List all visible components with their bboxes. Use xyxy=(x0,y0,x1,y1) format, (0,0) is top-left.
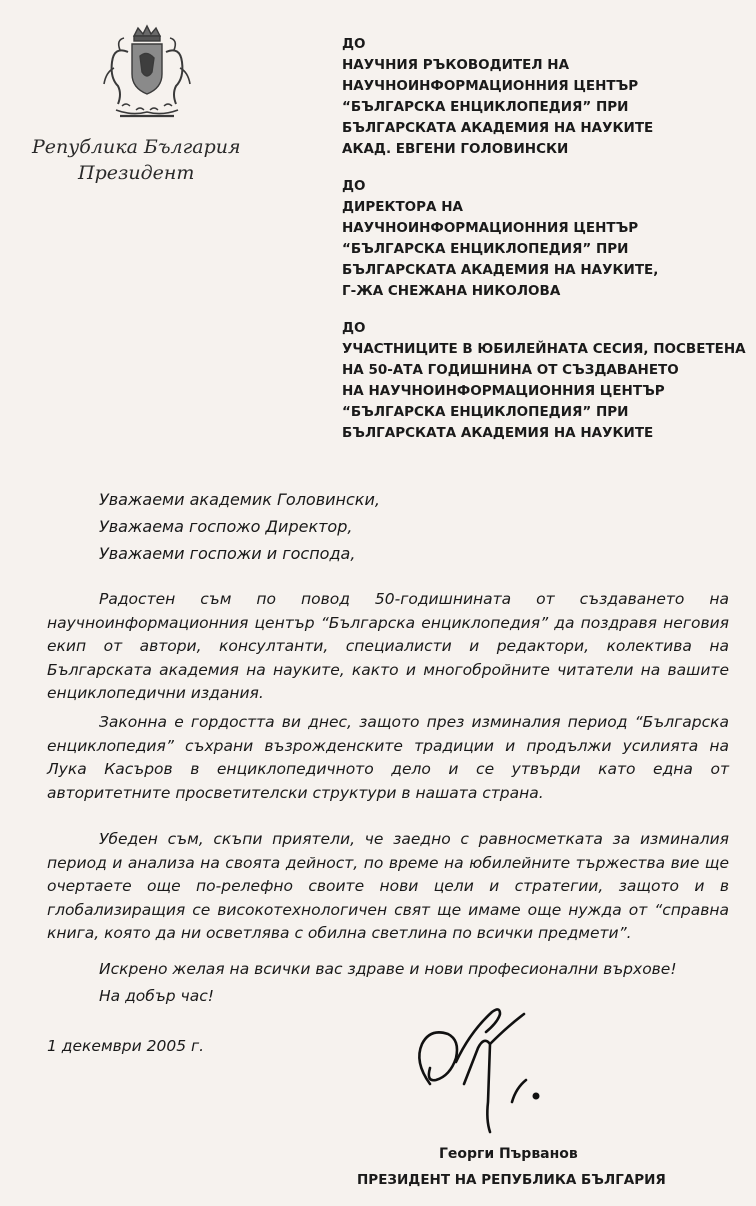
body-paragraph xyxy=(47,828,729,946)
addressee-line: АКАД. ЕВГЕНИ ГОЛОВИНСКИ xyxy=(342,141,569,157)
body-paragraph xyxy=(47,958,729,982)
addressee-line: ДО xyxy=(342,36,366,52)
paragraph-text: Радостен съм по повод 50-годишнината от създаването на научноинформационния център “Българска енциклопедия” да поздравя неговия екип от автори, консултанти, специалисти и редактори, колектива на Българската академия на науките, както и многобройните читатели на вашите енциклопедични издания. xyxy=(47,590,729,702)
addressee-line: “БЪЛГАРСКА ЕНЦИКЛОПЕДИЯ” ПРИ xyxy=(342,99,629,115)
letterhead-country: Република България xyxy=(32,136,241,158)
addressee-line: БЪЛГАРСКАТА АКАДЕМИЯ НА НАУКИТЕ, xyxy=(342,262,659,278)
addressee-line: НА НАУЧНОИНФОРМАЦИОННИЯ ЦЕНТЪР xyxy=(342,383,665,399)
addressee-line: НА 50-АТА ГОДИШНИНА ОТ СЪЗДАВАНЕТО xyxy=(342,362,679,378)
paragraph-text: Убеден съм, скъпи приятели, че заедно с равносметката за изминалия период и анализа на своята дейност, по време на юбилейните тържества вие ще очертаете още по-релефно своите нови цели и стратегии, защото и в глобализиращия се високотехнологичен свят ще имаме още нужда от “справна книга, която да ни осветлява с обилна светлина по всички предмети”. xyxy=(47,830,729,942)
addressee-line: НАУЧНОИНФОРМАЦИОННИЯ ЦЕНТЪР xyxy=(342,78,639,94)
coat-of-arms-emblem xyxy=(92,22,202,122)
letter-date: 1 декември 2005 г. xyxy=(47,1037,205,1055)
addressee-line: Г-ЖА СНЕЖАНА НИКОЛОВА xyxy=(342,283,561,299)
addressee-line: УЧАСТНИЦИТЕ В ЮБИЛЕЙНАТА СЕСИЯ, ПОСВЕТЕНА xyxy=(342,341,746,357)
addressee-line: НАУЧНОИНФОРМАЦИОННИЯ ЦЕНТЪР xyxy=(342,220,639,236)
salutation-line: Уважаеми госпожи и господа, xyxy=(99,544,356,563)
handwritten-signature xyxy=(400,992,570,1137)
paragraph-text: Искрено желая на всички вас здраве и нови професионални върхове! xyxy=(99,960,677,978)
paragraph-text: Законна е гордостта ви днес, защото през изминалия период “Българска енциклопедия” съхрани възрожденските традиции и продължи усилията на Лука Касъров в енциклопедичното дело и се утвърди като една от авторитетните просветителски структури в нашата страна. xyxy=(47,713,729,802)
addressee-block-scientific-director xyxy=(342,34,653,160)
letterhead-title: Президент xyxy=(78,162,195,184)
body-paragraph xyxy=(47,588,729,706)
body-paragraph xyxy=(47,985,729,1009)
addressee-line: БЪЛГАРСКАТА АКАДЕМИЯ НА НАУКИТЕ xyxy=(342,425,654,441)
addressee-block-participants xyxy=(342,318,746,444)
salutation-line: Уважаеми академик Головински, xyxy=(99,490,380,509)
salutation xyxy=(99,486,380,567)
addressee-line: НАУЧНИЯ РЪКОВОДИТЕЛ НА xyxy=(342,57,570,73)
addressee-line: ДО xyxy=(342,178,366,194)
addressee-line: “БЪЛГАРСКА ЕНЦИКЛОПЕДИЯ” ПРИ xyxy=(342,404,629,420)
addressee-line: “БЪЛГАРСКА ЕНЦИКЛОПЕДИЯ” ПРИ xyxy=(342,241,629,257)
addressee-line: ДО xyxy=(342,320,366,336)
salutation-line: Уважаема госпожо Директор, xyxy=(99,517,353,536)
addressee-block-director xyxy=(342,176,658,302)
paragraph-text: На добър час! xyxy=(99,987,214,1005)
addressee-line: ДИРЕКТОРА НА xyxy=(342,199,463,215)
addressee-line: БЪЛГАРСКАТА АКАДЕМИЯ НА НАУКИТЕ xyxy=(342,120,654,136)
signer-name: Георги Първанов xyxy=(439,1146,578,1162)
body-paragraph xyxy=(47,711,729,805)
signer-title: ПРЕЗИДЕНТ НА РЕПУБЛИКА БЪЛГАРИЯ xyxy=(357,1172,666,1188)
